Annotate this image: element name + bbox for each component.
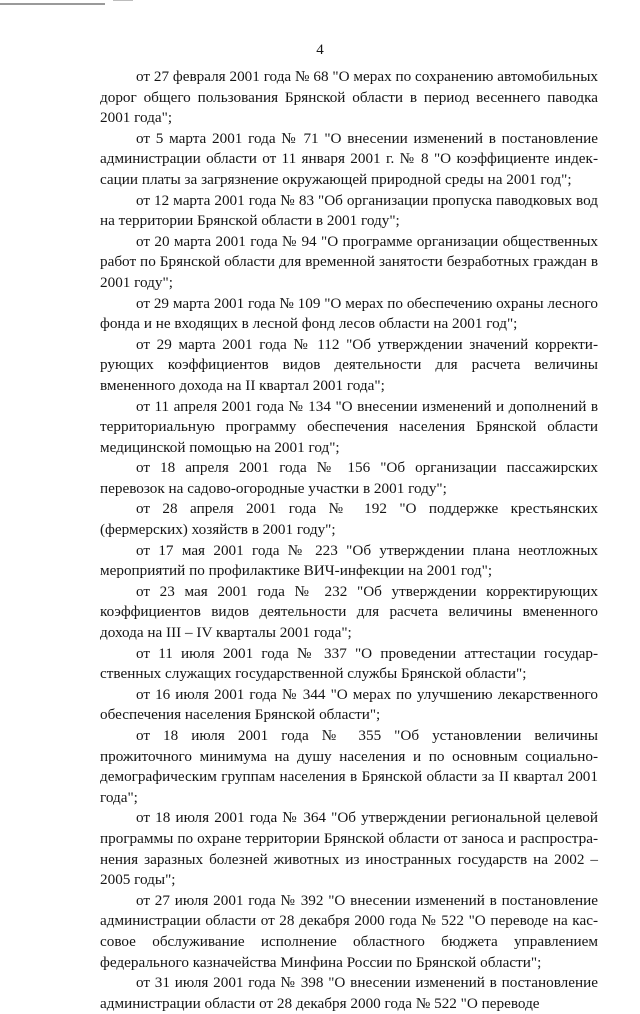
page-number: 4 — [316, 42, 324, 58]
list-item: от 18 апреля 2001 года № 156 "Об организации пассажирских перевозок на садово-огородные участки в 2001 году"; — [100, 459, 598, 497]
top-edge-mark — [113, 0, 133, 5]
list-item: от 31 июля 2001 года № 398 "О внесении изменений в постановление администрации области от 28 декабря 2000 года № 522 "О переводе — [100, 974, 598, 1012]
list-item: от 12 марта 2001 года № 83 "Об организации пропуска паводковых вод на территории Брянской области в 2001 году"; — [100, 191, 598, 230]
top-edge-rule — [0, 3, 105, 5]
list-item: от 11 апреля 2001 года № 134 "О внесении изменений и дополнений в территориальную программу обеспечения населения Брянской области медицинской помощью на 2001 год"; — [100, 397, 598, 456]
list-item: от 27 июля 2001 года № 392 "О внесении изменений в постановление администрации области от 28 декабря 2000 года № 522 "О переводе на кассовое обслуживание исполнение областного бюджета управлением федерального казначейства Минфина России по Брянской области"; — [100, 891, 598, 971]
list-item: от 23 мая 2001 года № 232 "Об утверждении корректирующих коэффициентов видов деятельности для расчета величины вмененного дохода на III – IV кварталы 2001 года"; — [100, 582, 598, 642]
list-item: от 5 марта 2001 года № 71 "О внесении изменений в постановление администрации области от 11 января 2001 г. № 8 "О коэффициенте индексации платы за загрязнение окружающей природной среды на 2001 год"; — [100, 129, 598, 188]
list-item: от 16 июля 2001 года № 344 "О мерах по улучшению лекарственного обеспечения населения Брянской области"; — [100, 685, 598, 724]
list-item: от 29 марта 2001 года № 112 "Об утверждении значений корректирующих коэффициентов видов деятельности для расчета величины вмененного дохода на II квартал 2001 года"; — [100, 335, 598, 394]
list-item: от 17 мая 2001 года № 223 "Об утверждении плана неотложных мероприятий по профилактике ВИЧ-инфекции на 2001 год"; — [100, 541, 598, 580]
list-item: от 11 июля 2001 года № 337 "О проведении аттестации государственных служащих государственной службы Брянской области"; — [100, 644, 598, 683]
list-item: от 28 апреля 2001 года № 192 "О поддержке крестьянских (фермерских) хозяйств в 2001 году"; — [100, 500, 598, 539]
list-item: от 29 марта 2001 года № 109 "О мерах по обеспечению охраны лесного фонда и не входящих в лесной фонд лесов области на 2001 год"; — [100, 294, 598, 333]
list-item: от 20 марта 2001 года № 94 "О программе организации общественных работ по Брянской области для временной занятости безработных граждан в 2001 году"; — [100, 232, 598, 291]
list-item: от 18 июля 2001 года № 364 "Об утверждении региональной целевой программы по охране территории Брянской области от заноса и распространения заразных болезней животных из иностранных государств на 2002 – 2005 годы"; — [100, 809, 598, 889]
list-item: от 18 июля 2001 года № 355 "Об установлении величины прожиточного минимума на душу населения и по основным социально-демографическим группам населения в Брянской области за II квартал 2001 года"; — [100, 727, 598, 806]
list-item: от 27 февраля 2001 года № 68 "О мерах по сохранению автомобильных дорог общего пользования Брянской области в период весеннего паводка 2001 года"; — [100, 68, 598, 127]
document-body — [100, 67, 598, 1014]
